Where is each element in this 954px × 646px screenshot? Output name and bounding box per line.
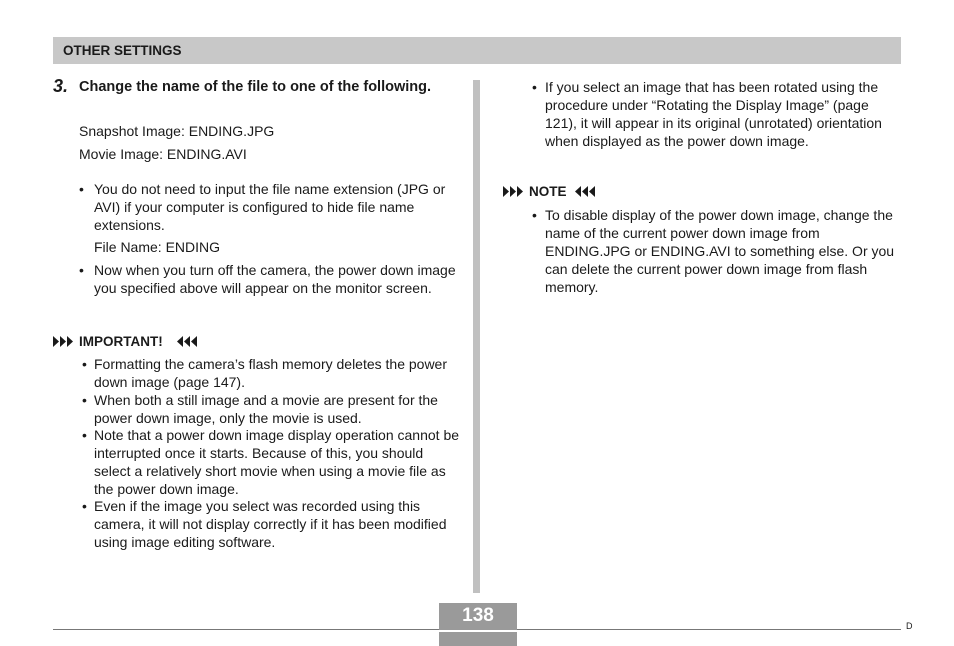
list-item-text: Note that a power down image display operation cannot be interrupted once it starts. Because of this, you should select a relatively short movie when using a movie file as the power down image. xyxy=(94,427,460,497)
page-number-badge xyxy=(439,603,517,646)
step-instruction: Change the name of the file to one of the following. xyxy=(79,79,432,95)
bullet-icon: • xyxy=(79,181,84,197)
section-title: OTHER SETTINGS xyxy=(63,43,182,58)
list-item-text: Now when you turn off the camera, the power down image you specified above will appear on the monitor screen. xyxy=(94,262,456,296)
page-number-underbar xyxy=(439,632,517,646)
bullet-icon: • xyxy=(82,427,87,443)
bullet-icon: • xyxy=(532,79,537,95)
page-number: 138 xyxy=(462,605,494,626)
section-header xyxy=(53,37,901,64)
important-label: IMPORTANT! xyxy=(79,334,163,349)
note-left-marker-icon xyxy=(503,186,523,197)
column-divider xyxy=(473,80,480,593)
snapshot-filename: Snapshot Image: ENDING.JPG xyxy=(79,123,275,139)
list-item-text: You do not need to input the file name extension (JPG or AVI) if your computer is configured to hide file name extensions. xyxy=(94,181,446,233)
bullet-icon: • xyxy=(82,392,87,408)
note-label: NOTE xyxy=(529,184,567,199)
footer-code: D xyxy=(906,621,913,631)
bullet-icon: • xyxy=(532,207,537,223)
list-item-text: When both a still image and a movie are present for the power down image, only the movie is used. xyxy=(94,392,438,426)
bullet-icon: • xyxy=(82,356,87,372)
bullet-icon: • xyxy=(82,498,87,514)
list-item-text: If you select an image that has been rotated using the procedure under “Rotating the Display Image” (page 121), it will appear in its original (unrotated) orientation when displayed as the power down image. xyxy=(545,79,882,149)
list-item-text: Even if the image you select was recorded using this camera, it will not display correctly if it has been modified using image editing software. xyxy=(94,498,447,550)
step-number: 3. xyxy=(53,76,69,96)
important-left-marker-icon xyxy=(53,336,73,347)
list-item-text: To disable display of the power down image, change the name of the current power down image from ENDING.JPG or ENDING.AVI to something else. Or you can delete the current power down image from flash memory. xyxy=(545,207,895,295)
list-item-text: Formatting the camera’s flash memory deletes the power down image (page 147). xyxy=(94,356,448,390)
file-name-text: File Name: ENDING xyxy=(94,239,221,255)
important-right-marker-icon xyxy=(177,336,197,347)
movie-filename: Movie Image: ENDING.AVI xyxy=(79,146,247,162)
bullet-icon: • xyxy=(79,262,84,278)
note-right-marker-icon xyxy=(575,186,595,197)
